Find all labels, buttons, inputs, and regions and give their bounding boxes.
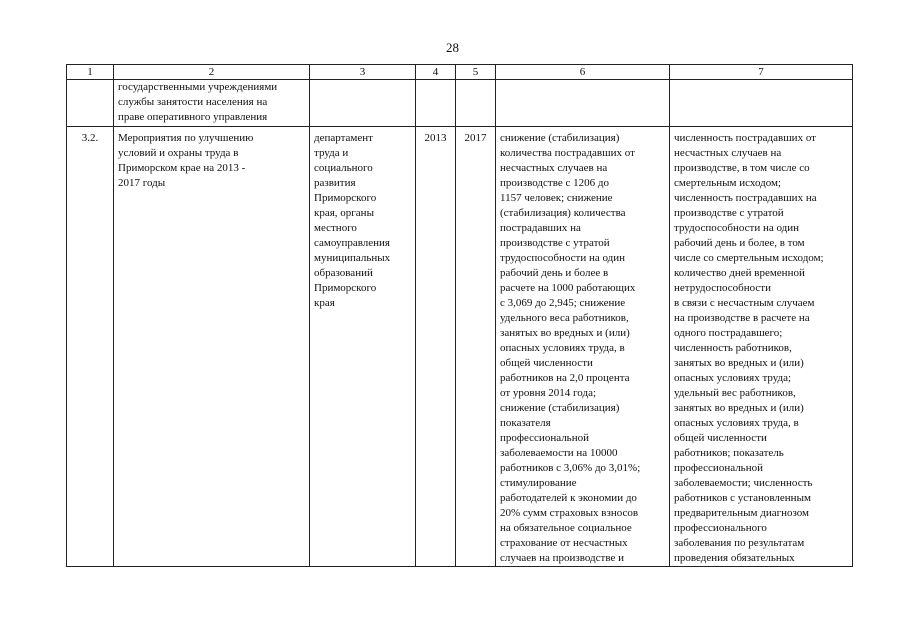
text-line: опасных условиях труда, в — [500, 342, 625, 354]
text-line: несчастных случаев на — [674, 147, 782, 159]
text-line: производстве с утратой — [674, 207, 784, 219]
cell-executor — [310, 127, 416, 567]
text-line: общей численности — [500, 357, 593, 369]
text-line: края — [314, 297, 335, 309]
cell-start-year — [416, 80, 456, 127]
text-line: трудоспособности на один — [500, 252, 626, 264]
text-line: Мероприятия по улучшению — [118, 132, 254, 144]
text-line: проведения обязательных — [674, 552, 795, 564]
text-line: департамент — [314, 132, 373, 144]
cell-end-year — [456, 80, 496, 127]
text-line: нетрудоспособности — [674, 282, 772, 294]
text-line: местного — [314, 222, 357, 234]
text-line: смертельным исходом; — [674, 177, 782, 189]
text-line: предварительным диагнозом — [674, 507, 810, 519]
text-line: показателя — [500, 417, 551, 429]
text-line: удельный вес работников, — [674, 387, 796, 399]
text-line: работников на 2,0 процента — [500, 372, 630, 384]
text-line: профессиональной — [674, 462, 763, 474]
text-line: Приморского — [314, 282, 377, 294]
text-line: производстве, в том числе со — [674, 162, 810, 174]
column-header: 3 — [310, 65, 416, 80]
text-line: трудоспособности на один — [674, 222, 800, 234]
text-line: стимулирование — [500, 477, 577, 489]
text-line: количество дней временной — [674, 267, 805, 279]
text-line: производстве с утратой — [500, 237, 610, 249]
text-line: занятых во вредных и (или) — [674, 402, 804, 414]
text-line: заболеваемости на 10000 — [500, 447, 618, 459]
text-line: заболеваемости; численность — [674, 477, 813, 489]
cell-start-year: 2013 — [416, 127, 456, 567]
text-line: количества пострадавших от — [500, 147, 635, 159]
cell-executor — [310, 80, 416, 127]
text-line: числе со смертельным исходом; — [674, 252, 824, 264]
column-header: 2 — [114, 65, 310, 80]
text-line: профессионального — [674, 522, 767, 534]
text-line: муниципальных — [314, 252, 391, 264]
cell-number — [67, 80, 114, 127]
text-line: (стабилизация) количества — [500, 207, 626, 219]
cell-indicator — [670, 80, 853, 127]
text-line: праве оперативного управления — [118, 111, 268, 123]
text-line: несчастных случаев на — [500, 162, 608, 174]
text-line: случаев на производстве и — [500, 552, 624, 564]
text-line: опасных условиях труда, в — [674, 417, 799, 429]
text-line: 2017 годы — [118, 177, 166, 189]
column-header: 1 — [67, 65, 114, 80]
text-line: самоуправления — [314, 237, 390, 249]
text-line: с 3,069 до 2,945; снижение — [500, 297, 626, 309]
text-line: службы занятости населения на — [118, 96, 268, 108]
column-header: 5 — [456, 65, 496, 80]
text-line: одного пострадавшего; — [674, 327, 783, 339]
cell-number: 3.2. — [67, 127, 114, 567]
text-line: численность работников, — [674, 342, 792, 354]
cell-end-year: 2017 — [456, 127, 496, 567]
text-line: труда и — [314, 147, 349, 159]
text-line: расчете на 1000 работающих — [500, 282, 636, 294]
text-line: снижение (стабилизация) — [500, 402, 620, 414]
text-line: пострадавших на — [500, 222, 581, 234]
text-line: 1157 человек; снижение — [500, 192, 613, 204]
text-line: работников с установленным — [674, 492, 811, 504]
text-line: страхование от несчастных — [500, 537, 628, 549]
text-line: на обязательное социальное — [500, 522, 632, 534]
text-line: от уровня 2014 года; — [500, 387, 597, 399]
text-line: края, органы — [314, 207, 374, 219]
text-line: работодателей к экономии до — [500, 492, 637, 504]
cell-result — [496, 80, 670, 127]
text-line: 20% сумм страховых взносов — [500, 507, 639, 519]
text-line: численность пострадавших от — [674, 132, 816, 144]
text-line: образований — [314, 267, 373, 279]
text-line: государственными учреждениями — [118, 81, 278, 93]
measures-table — [66, 64, 853, 567]
text-line: профессиональной — [500, 432, 589, 444]
text-line: на производстве в расчете на — [674, 312, 810, 324]
cell-indicator — [670, 127, 853, 567]
text-line: рабочий день и более, в том — [674, 237, 805, 249]
text-line: работников; показатель — [674, 447, 784, 459]
column-header: 6 — [496, 65, 670, 80]
text-line: Приморского — [314, 192, 377, 204]
text-line: снижение (стабилизация) — [500, 132, 620, 144]
text-line: общей численности — [674, 432, 767, 444]
column-header: 4 — [416, 65, 456, 80]
text-line: опасных условиях труда; — [674, 372, 792, 384]
table-row-3-2 — [67, 127, 853, 567]
text-line: занятых во вредных и (или) — [500, 327, 630, 339]
text-line: развития — [314, 177, 356, 189]
cell-measure-name — [114, 127, 310, 567]
text-line: удельного веса работников, — [500, 312, 629, 324]
cell-result — [496, 127, 670, 567]
text-line: Приморском крае на 2013 - — [118, 162, 246, 174]
text-line: занятых во вредных и (или) — [674, 357, 804, 369]
continuation-row — [67, 80, 853, 127]
text-line: рабочий день и более в — [500, 267, 609, 279]
text-line: условий и охраны труда в — [118, 147, 239, 159]
text-line: заболевания по результатам — [674, 537, 805, 549]
page-number: 28 — [446, 40, 459, 55]
text-line: производстве с 1206 до — [500, 177, 609, 189]
text-line: численность пострадавших на — [674, 192, 817, 204]
text-line: работников с 3,06% до 3,01%; — [500, 462, 641, 474]
column-number-row — [67, 65, 853, 80]
cell-measure-name — [114, 80, 310, 127]
column-header: 7 — [670, 65, 853, 80]
text-line: в связи с несчастным случаем — [674, 297, 815, 309]
text-line: социального — [314, 162, 373, 174]
